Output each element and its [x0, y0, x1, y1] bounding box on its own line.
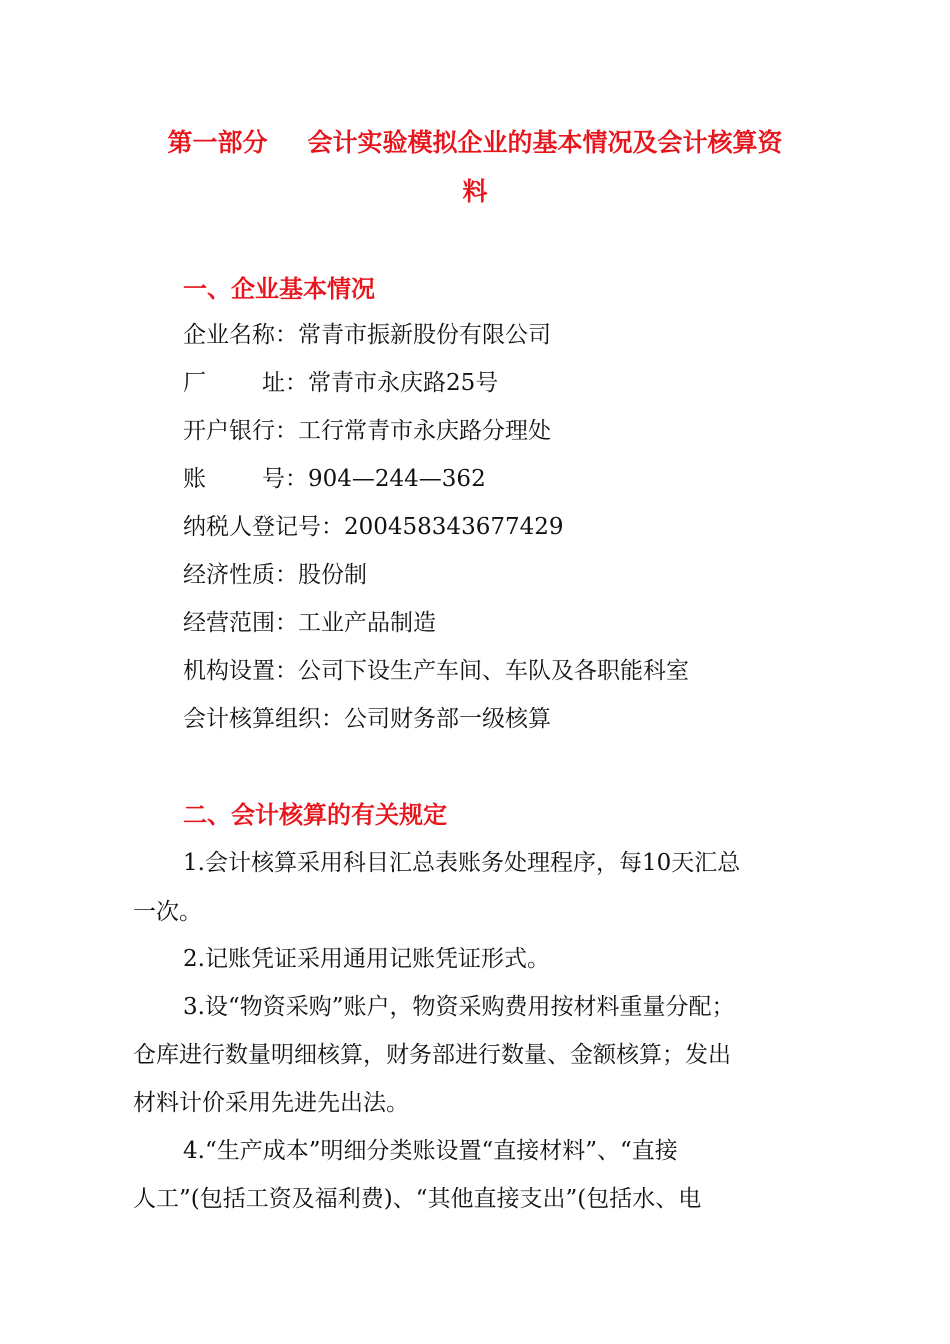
accounting-organization-value: 公司财务部一级核算 [344, 706, 551, 732]
economic-nature-value: 股份制 [298, 562, 367, 588]
taxpayer-id-value: 200458343677429 [344, 514, 564, 540]
section-heading-accounting-rules: 二、会计核算的有关规定 [183, 801, 447, 829]
title-part: 第一部分 [167, 128, 268, 157]
business-scope-line: 经营范围：工业产品制造 [183, 610, 436, 636]
rule-3-line-1: 3.设“物资采购”账户，物资采购费用按材料重量分配； [183, 994, 735, 1020]
company-name-line: 企业名称：常青市振新股份有限公司 [183, 322, 551, 348]
business-scope-value: 工业产品制造 [298, 610, 436, 636]
economic-nature-line: 经济性质：股份制 [183, 562, 367, 588]
account-number-value: 904—244—362 [308, 466, 486, 492]
rule-1-line-1: 1.会计核算采用科目汇总表账务处理程序，每10天汇总 [183, 850, 741, 876]
title-text: 会计实验模拟企业的基本情况及会计核算资 [307, 128, 783, 157]
document-title-line-1 [133, 128, 817, 158]
company-name-value: 常青市振新股份有限公司 [298, 322, 551, 348]
title-text-continued: 料 [462, 177, 488, 206]
rule-2-line-1: 2.记账凭证采用通用记账凭证形式。 [183, 946, 550, 972]
organization-value: 公司下设生产车间、车队及各职能科室 [298, 658, 689, 684]
document-title-line-2 [133, 177, 817, 207]
taxpayer-id-line: 纳税人登记号：200458343677429 [183, 514, 564, 540]
rule-4-line-2: 人工”(包括工资及福利费)、“其他直接支出”(包括水、电 [133, 1186, 702, 1212]
organization-line: 机构设置：公司下设生产车间、车队及各职能科室 [183, 658, 689, 684]
address-value: 常青市永庆路25号 [308, 370, 499, 396]
accounting-organization-line: 会计核算组织：公司财务部一级核算 [183, 706, 551, 732]
bank-line: 开户银行：工行常青市永庆路分理处 [183, 418, 551, 444]
rule-3-line-3: 材料计价采用先进先出法。 [133, 1090, 409, 1116]
rule-4-line-1: 4.“生产成本”明细分类账设置“直接材料”、“直接 [183, 1138, 678, 1164]
section-heading-basic-info: 一、企业基本情况 [183, 275, 375, 303]
rule-3-line-2: 仓库进行数量明细核算，财务部进行数量、金额核算；发出 [133, 1042, 731, 1068]
bank-value: 工行常青市永庆路分理处 [298, 418, 551, 444]
rule-1-line-2: 一次。 [133, 899, 202, 925]
address-line: 厂 址： 常青市永庆路25号 [183, 370, 499, 396]
account-number-line: 账 号： 904—244—362 [183, 466, 486, 492]
